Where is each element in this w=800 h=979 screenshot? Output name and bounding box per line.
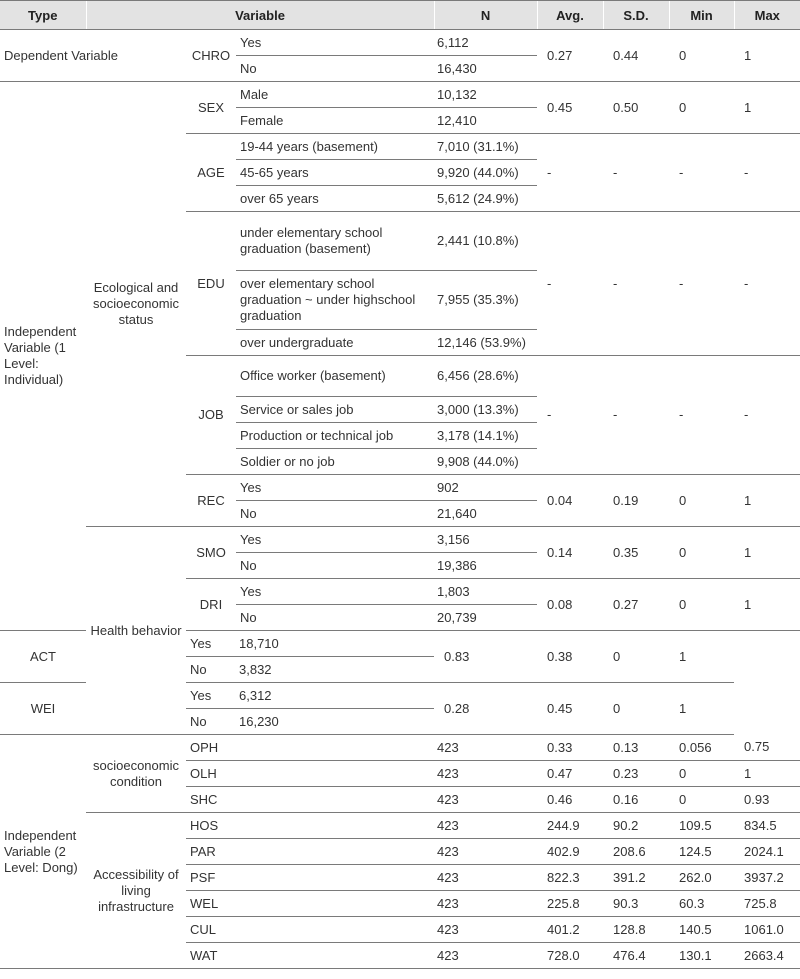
min-value: 0 xyxy=(669,475,734,527)
n-value: 3,156 xyxy=(434,527,537,553)
avg-value: - xyxy=(537,134,603,212)
avg-value: 0.83 xyxy=(434,631,537,683)
sd-value: 476.4 xyxy=(603,943,669,969)
n-value: 19,386 xyxy=(434,553,537,579)
n-value: 423 xyxy=(434,735,537,761)
variable-code: SMO xyxy=(186,527,236,579)
n-value: 423 xyxy=(434,891,537,917)
sd-value: 90.3 xyxy=(603,891,669,917)
max-value: 834.5 xyxy=(734,813,800,839)
min-value: - xyxy=(669,134,734,212)
header-n: N xyxy=(434,1,537,30)
n-value: 423 xyxy=(434,761,537,787)
avg-value: 244.9 xyxy=(537,813,603,839)
n-value: 423 xyxy=(434,839,537,865)
n-value: 5,612 (24.9%) xyxy=(434,186,537,212)
max-value: 0.93 xyxy=(734,787,800,813)
variable-code: WEL xyxy=(186,891,434,917)
type-level1: Independent Variable (1 Level: Individual) xyxy=(0,82,86,631)
sd-value: 0.19 xyxy=(603,475,669,527)
header-variable: Variable xyxy=(86,1,434,30)
avg-value: - xyxy=(537,212,603,356)
category-label: No xyxy=(236,56,434,82)
category-label: No xyxy=(186,657,236,683)
category-label: Yes xyxy=(186,631,236,657)
variable-code: OPH xyxy=(186,735,434,761)
min-value: 0 xyxy=(669,82,734,134)
sd-value: 0.16 xyxy=(603,787,669,813)
avg-value: 728.0 xyxy=(537,943,603,969)
header-max: Max xyxy=(734,1,800,30)
variable-code: SHC xyxy=(186,787,434,813)
n-value: 18,710 xyxy=(236,631,434,657)
min-value: 0 xyxy=(669,527,734,579)
n-value: 16,230 xyxy=(236,709,434,735)
max-value: 2663.4 xyxy=(734,943,800,969)
category-label: Yes xyxy=(236,527,434,553)
min-value: 0 xyxy=(669,579,734,631)
group-health-behavior: Health behavior xyxy=(86,527,186,735)
n-value: 2,441 (10.8%) xyxy=(434,212,537,271)
sd-value: 208.6 xyxy=(603,839,669,865)
variable-code: PSF xyxy=(186,865,434,891)
min-value: 60.3 xyxy=(669,891,734,917)
group-ecological: Ecological and socioeconomic status xyxy=(86,82,186,527)
max-value: - xyxy=(734,134,800,212)
variable-code: OLH xyxy=(186,761,434,787)
table-row xyxy=(0,813,800,839)
max-value: 1 xyxy=(669,631,734,683)
sd-value: 0.23 xyxy=(603,761,669,787)
avg-value: 402.9 xyxy=(537,839,603,865)
n-value: 1,803 xyxy=(434,579,537,605)
n-value: 20,739 xyxy=(434,605,537,631)
category-label: 45-65 years xyxy=(236,160,434,186)
category-label: Yes xyxy=(236,579,434,605)
table-row xyxy=(0,30,800,56)
min-value: 0 xyxy=(603,631,669,683)
max-value: 1 xyxy=(734,527,800,579)
n-value: 423 xyxy=(434,943,537,969)
min-value: 130.1 xyxy=(669,943,734,969)
sd-value: - xyxy=(603,134,669,212)
sd-value: 0.27 xyxy=(603,579,669,631)
avg-value: 0.28 xyxy=(434,683,537,735)
max-value: 2024.1 xyxy=(734,839,800,865)
min-value: 262.0 xyxy=(669,865,734,891)
max-value: 725.8 xyxy=(734,891,800,917)
category-label: No xyxy=(186,709,236,735)
category-label: No xyxy=(236,501,434,527)
avg-value: 0.04 xyxy=(537,475,603,527)
avg-value: 0.46 xyxy=(537,787,603,813)
header-sd: S.D. xyxy=(603,1,669,30)
min-value: 0 xyxy=(669,30,734,82)
n-value: 3,178 (14.1%) xyxy=(434,423,537,449)
header-min: Min xyxy=(669,1,734,30)
avg-value: 0.33 xyxy=(537,735,603,761)
min-value: 0 xyxy=(669,761,734,787)
header-row xyxy=(0,1,800,30)
min-value: - xyxy=(669,212,734,356)
type-dependent: Dependent Variable xyxy=(0,30,186,82)
sd-value: 0.13 xyxy=(603,735,669,761)
n-value: 423 xyxy=(434,865,537,891)
variable-code: WAT xyxy=(186,943,434,969)
sd-value: 90.2 xyxy=(603,813,669,839)
min-value: 124.5 xyxy=(669,839,734,865)
avg-value: 0.45 xyxy=(537,82,603,134)
min-value: 0 xyxy=(603,683,669,735)
max-value: - xyxy=(734,356,800,475)
group-socioeconomic-condition: socioeconomic condition xyxy=(86,735,186,813)
variable-code: CHRO xyxy=(186,30,236,82)
n-value: 6,312 xyxy=(236,683,434,709)
table-row xyxy=(0,82,800,108)
n-value: 16,430 xyxy=(434,56,537,82)
avg-value: 0.08 xyxy=(537,579,603,631)
max-value: 1061.0 xyxy=(734,917,800,943)
category-label: Yes xyxy=(186,683,236,709)
category-label: Yes xyxy=(236,30,434,56)
n-value: 423 xyxy=(434,813,537,839)
variable-code: AGE xyxy=(186,134,236,212)
category-label: over elementary school graduation ~ under highschool graduation xyxy=(236,271,434,330)
sd-value: 0.50 xyxy=(603,82,669,134)
max-value: 1 xyxy=(734,475,800,527)
variable-code: CUL xyxy=(186,917,434,943)
category-label: Yes xyxy=(236,475,434,501)
max-value: - xyxy=(734,212,800,356)
min-value: 140.5 xyxy=(669,917,734,943)
n-value: 21,640 xyxy=(434,501,537,527)
sd-value: 128.8 xyxy=(603,917,669,943)
sd-value: 0.35 xyxy=(603,527,669,579)
group-accessibility: Accessibility of living infrastructure xyxy=(86,813,186,969)
sd-value: - xyxy=(603,212,669,356)
avg-value: - xyxy=(537,356,603,475)
category-label: Office worker (basement) xyxy=(236,356,434,397)
variable-code: ACT xyxy=(0,631,86,683)
avg-value: 0.14 xyxy=(537,527,603,579)
variable-code: SEX xyxy=(186,82,236,134)
n-value: 423 xyxy=(434,917,537,943)
variable-code: PAR xyxy=(186,839,434,865)
category-label: No xyxy=(236,605,434,631)
category-label: over undergraduate xyxy=(236,330,434,356)
n-value: 3,832 xyxy=(236,657,434,683)
n-value: 12,146 (53.9%) xyxy=(434,330,537,356)
n-value: 9,920 (44.0%) xyxy=(434,160,537,186)
max-value: 1 xyxy=(734,82,800,134)
category-label: Service or sales job xyxy=(236,397,434,423)
sd-value: 0.38 xyxy=(537,631,603,683)
variable-code: EDU xyxy=(186,212,236,356)
max-value: 0.75 xyxy=(734,735,800,761)
max-value: 1 xyxy=(734,579,800,631)
avg-value: 822.3 xyxy=(537,865,603,891)
n-value: 9,908 (44.0%) xyxy=(434,449,537,475)
category-label: over 65 years xyxy=(236,186,434,212)
n-value: 423 xyxy=(434,787,537,813)
category-label: Soldier or no job xyxy=(236,449,434,475)
header-type: Type xyxy=(0,1,86,30)
max-value: 1 xyxy=(669,683,734,735)
n-value: 7,955 (35.3%) xyxy=(434,271,537,330)
avg-value: 225.8 xyxy=(537,891,603,917)
min-value: 109.5 xyxy=(669,813,734,839)
n-value: 6,112 xyxy=(434,30,537,56)
min-value: - xyxy=(669,356,734,475)
max-value: 3937.2 xyxy=(734,865,800,891)
min-value: 0 xyxy=(669,787,734,813)
n-value: 12,410 xyxy=(434,108,537,134)
category-label: Production or technical job xyxy=(236,423,434,449)
category-label: under elementary school graduation (basement) xyxy=(236,212,434,271)
category-label: No xyxy=(236,553,434,579)
type-level2: Independent Variable (2 Level: Dong) xyxy=(0,735,86,969)
sd-value: 391.2 xyxy=(603,865,669,891)
avg-value: 401.2 xyxy=(537,917,603,943)
n-value: 6,456 (28.6%) xyxy=(434,356,537,397)
n-value: 902 xyxy=(434,475,537,501)
n-value: 10,132 xyxy=(434,82,537,108)
min-value: 0.056 xyxy=(669,735,734,761)
header-avg: Avg. xyxy=(537,1,603,30)
n-value: 7,010 (31.1%) xyxy=(434,134,537,160)
sd-value: 0.44 xyxy=(603,30,669,82)
max-value: 1 xyxy=(734,761,800,787)
category-label: Female xyxy=(236,108,434,134)
sd-value: - xyxy=(603,356,669,475)
variable-code: DRI xyxy=(186,579,236,631)
table-row xyxy=(0,527,800,553)
variable-code: REC xyxy=(186,475,236,527)
sd-value: 0.45 xyxy=(537,683,603,735)
avg-value: 0.47 xyxy=(537,761,603,787)
variable-code: JOB xyxy=(186,356,236,475)
avg-value: 0.27 xyxy=(537,30,603,82)
category-label: 19-44 years (basement) xyxy=(236,134,434,160)
category-label: Male xyxy=(236,82,434,108)
max-value: 1 xyxy=(734,30,800,82)
variable-code: WEI xyxy=(0,683,86,735)
n-value: 3,000 (13.3%) xyxy=(434,397,537,423)
variable-code: HOS xyxy=(186,813,434,839)
table-row xyxy=(0,735,800,761)
